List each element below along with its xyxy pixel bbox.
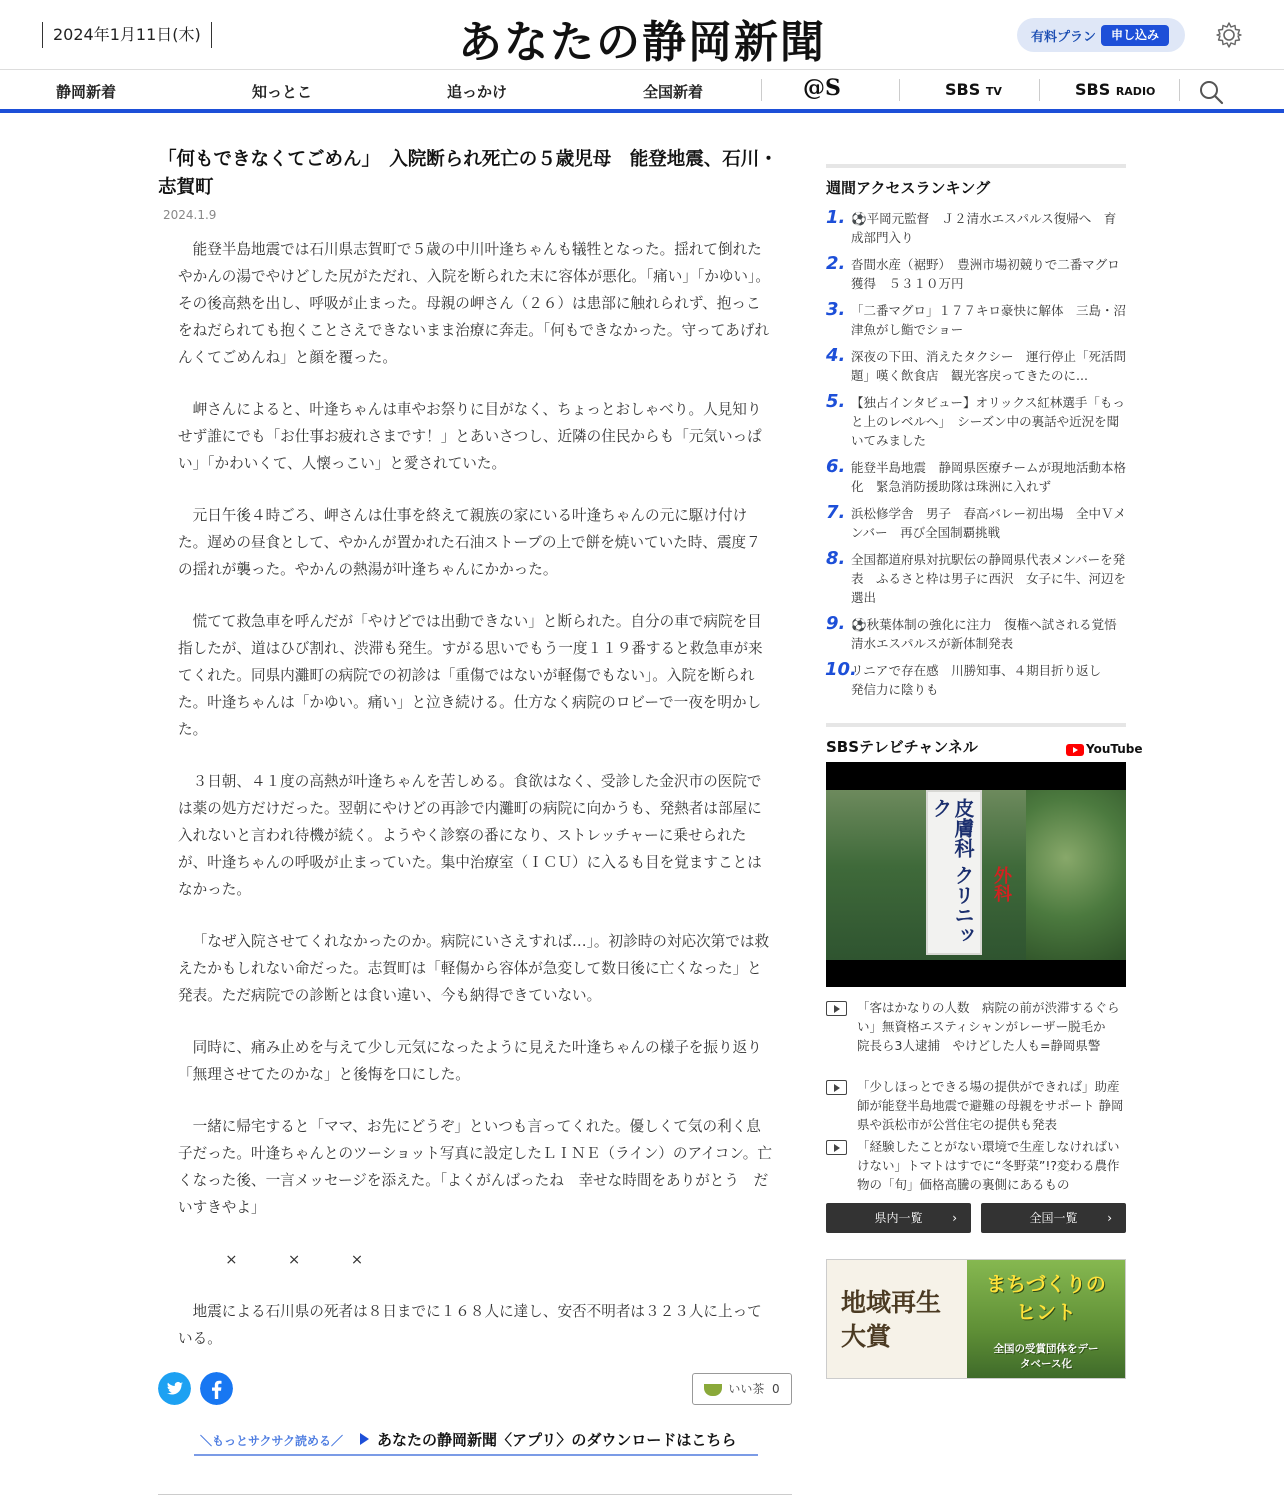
article-paragraph: 元日午後４時ごろ、岬さんは仕事を終えて親族の家にいる叶逢ちゃんの元に駆け付けた。遅めの昼食として、やかんが置かれた石油ストーブの上で餅を焼いていた時、震度７の揺れが襲った。やかんの熱湯が叶逢ちゃんにかかった。 <box>178 507 761 578</box>
clinic-sign-text: 皮膚科 クリニック <box>929 798 975 945</box>
rank-number: 2. <box>826 253 846 274</box>
nav-divider <box>1179 79 1180 101</box>
article-date: 2024.1.9 <box>163 208 217 222</box>
article-paragraph: 一緒に帰宅すると「ママ、お先にどうぞ」といつも言ってくれた。優しくて気の利く息子だった。叶逢ちゃんとのツーショット写真に設定したＬＩＮＥ（ライン）のアイコン。亡くなった後、一言メッセージを添えた。「よくがんばったね 幸せな時間をありがとう だいすきやよ」 <box>178 1118 772 1216</box>
rank-headline[interactable]: 能登半島地震 静岡県医療チームが現地活動本格化 緊急消防援助隊は珠洲に入れず <box>851 460 1127 494</box>
section-rule <box>826 164 1126 168</box>
video-play-icon <box>826 1080 847 1095</box>
sbs-radio-small: RADIO <box>1115 85 1156 98</box>
sbs-tv-label: SBS <box>945 80 981 99</box>
iicha-button[interactable] <box>692 1373 792 1405</box>
main-nav <box>0 71 1284 113</box>
video-player[interactable] <box>826 762 1126 987</box>
tv-video-title[interactable]: 「客はかなりの人数 病院の前が渋滞するぐらい」無資格エスティシャンがレーザー脱毛か 院長ら3人逮捕 やけどした人も=静岡県警 <box>857 1000 1120 1053</box>
top-header <box>0 0 1284 70</box>
nav-at-s[interactable]: @S <box>803 75 841 101</box>
iicha-label: いい茶 <box>728 1382 765 1396</box>
article-paragraph: 同時に、痛み止めを与えて少し元気になったように見えた叶逢ちゃんの様子を振り返り「無理させてたのかな」と後悔を口にした。 <box>178 1039 762 1083</box>
tree-foliage <box>1026 790 1126 960</box>
local-list-label: 県内一覧 <box>874 1211 923 1225</box>
rank-number: 4. <box>826 345 846 366</box>
chevron-right-icon: › <box>952 1211 957 1225</box>
twitter-icon[interactable] <box>158 1372 191 1405</box>
app-banner-label: あなたの静岡新聞〈アプリ〉のダウンロードはこちら <box>377 1431 737 1449</box>
article-separator: × × × <box>192 1251 382 1268</box>
sbs-radio-label: SBS <box>1075 80 1111 99</box>
article-paragraph: ３日朝、４１度の高熱が叶逢ちゃんを苦しめる。食欲はなく、受診した金沢市の医院では薬の処方だけだった。翌朝にやけどの再診で内灘町の病院に向かうも、発熱者は部屋に入れないと言われ待機が続く。ようやく診察の番になり、ストレッチャーに乗せられたが、叶逢ちゃんの呼吸が止まっていた。集中治療室（ＩＣＵ）に入るも目を覚ますことはなかった。 <box>178 773 762 898</box>
sbs-tv-small: TV <box>985 85 1002 98</box>
rank-number: 9. <box>826 613 846 634</box>
rank-number: 1. <box>826 207 846 228</box>
rank-headline[interactable]: 「二番マグロ」１７７キロ豪快に解体 三島・沼津魚がし鮨でショー <box>851 303 1127 337</box>
nav-shizuoka-new[interactable]: 静岡新着 <box>56 83 117 101</box>
rank-headline[interactable]: リニアで存在感 川勝知事、４期目折り返し 発信力に陰りも <box>851 663 1114 697</box>
app-banner-text <box>360 1429 736 1450</box>
ad-banner[interactable] <box>826 1259 1126 1379</box>
nav-divider <box>761 79 762 101</box>
rank-number: 6. <box>826 456 846 477</box>
rank-headline[interactable]: ⚽平岡元監督 Ｊ２清水エスパルス復帰へ 育成部門入り <box>851 211 1117 245</box>
nav-national-new[interactable]: 全国新着 <box>643 83 704 101</box>
tv-video-title[interactable]: 「経験したことがない環境で生産しなければいけない」トマトはすでに“冬野菜”!?変わる農作物の「旬」価格高騰の裏側にあるもの <box>857 1139 1120 1192</box>
tv-channel-title: SBSテレビチャンネル <box>826 738 978 756</box>
youtube-label: YouTube <box>1086 742 1143 756</box>
rank-headline[interactable]: 【独占インタビュー】オリックス紅林選手「もっと上のレベルへ」 シーズン中の裏話や近況を聞いてみました <box>851 395 1125 448</box>
local-list-button[interactable] <box>826 1203 971 1233</box>
app-banner-tagline: ＼もっとサクサク読める／ <box>200 1434 344 1448</box>
video-play-icon <box>826 1001 847 1016</box>
rank-headline[interactable]: 深夜の下田、消えたタクシー 運行停止「死活問題」嘆く飲食店 観光客戻ってきたのに... <box>851 349 1126 383</box>
rank-number: 8. <box>826 548 846 569</box>
paid-plan-banner[interactable] <box>1017 18 1185 52</box>
article-paragraph: 慌てて救急車を呼んだが「やけどでは出動できない」と断られた。自分の車で病院を目指したが、道はひび割れ、渋滞も発生。すがる思いでもう一度１１９番すると救急車が来てくれた。同県内灘町の病院での初診は「重傷ではないが軽傷でもない」。入院を断られた。叶逢ちゃんは「かゆい。痛い」と泣き続ける。仕方なく病院のロビーで一夜を明かした。 <box>178 613 763 738</box>
article-paragraph: 地震による石川県の死者は８日までに１６８人に達し、安否不明者は３２３人に上っている。 <box>178 1303 762 1347</box>
rank-headline[interactable]: 浜松修学舎 男子 春高バレー初出場 全中Ｖメンバー 再び全国制覇挑戦 <box>851 506 1127 540</box>
rank-number: 5. <box>826 391 846 412</box>
ad-subtitle: 全国の受賞団体をデータベース化 <box>993 1343 1099 1370</box>
rank-headline[interactable]: ⚽秋葉体制の強化に注力 復権へ試される覚悟 清水エスパルスが新体制発表 <box>851 617 1130 651</box>
nav-divider <box>899 79 900 101</box>
tea-cup-icon <box>704 1384 722 1396</box>
article-paragraph: 能登半島地震では石川県志賀町で５歳の中川叶逢ちゃんも犠牲となった。揺れて倒れたやかんの湯でやけどした尻がただれ、入院を断られた末に容体が悪化。「痛い」「かゆい」。その後高熱を出し、呼吸が止まった。母親の岬さん（２６）は患部に触れられず、抱っこをねだられても抱くことさえできないまま治療に奔走。「何もできなかった。守ってあげれんくてごめんね」と顔を覆った。 <box>178 241 770 366</box>
rank-number: 7. <box>826 502 846 523</box>
iicha-count: 0 <box>772 1382 780 1396</box>
video-play-icon <box>826 1140 847 1155</box>
tv-video-title[interactable]: 「少しほっとできる場の提供ができれば」助産師が能登半島地震で避難の母親をサポート 静岡県や浜松市が公営住宅の提供も発表 <box>857 1079 1124 1132</box>
clinic-sign-red-text: 外科 <box>991 866 1012 902</box>
ad-hint-title: まちづくりのヒント <box>986 1272 1106 1324</box>
section-rule <box>826 723 1126 727</box>
play-arrow-icon <box>360 1433 369 1445</box>
nav-sbs-tv[interactable] <box>945 80 1002 99</box>
ad-left-panel <box>827 1260 967 1378</box>
divider <box>158 1494 792 1495</box>
current-date: 2024年1月11日(木) <box>42 22 212 48</box>
plan-label: 有料プラン <box>1031 30 1097 45</box>
article-headline: 「何もできなくてごめん」 入院断られ死亡の５歳児母 能登地震、石川・志賀町 <box>158 149 778 198</box>
chevron-right-icon: › <box>1107 1211 1112 1225</box>
rank-headline[interactable]: 全国都道府県対抗駅伝の静岡県代表メンバーを発表 ふるさと枠は男子に西沢 女子に牛、河辺を選出 <box>851 552 1127 605</box>
youtube-icon <box>1066 744 1084 756</box>
site-logo[interactable]: あなたの静岡新聞 <box>458 17 826 68</box>
search-icon[interactable] <box>1198 79 1224 105</box>
facebook-icon[interactable] <box>200 1372 233 1405</box>
video-thumbnail <box>826 790 1126 960</box>
ad-right-panel <box>967 1260 1125 1378</box>
rank-headline[interactable]: 沓間水産（裾野） 豊洲市場初競りで二番マグロ獲得 ５３１０万円 <box>851 257 1120 291</box>
nav-shittoko[interactable]: 知っとこ <box>252 83 313 101</box>
gear-icon[interactable] <box>1214 20 1244 50</box>
app-download-link[interactable] <box>194 1428 758 1456</box>
rank-number: 3. <box>826 299 846 320</box>
nav-okkake[interactable]: 追っかけ <box>447 83 508 101</box>
ad-award-title: 地域再生大賞 <box>841 1288 942 1351</box>
national-list-label: 全国一覧 <box>1029 1211 1078 1225</box>
plan-signup-button[interactable]: 申し込み <box>1101 25 1169 46</box>
clinic-sign <box>926 790 982 955</box>
article-paragraph: 岬さんによると、叶逢ちゃんは車やお祭りに目がなく、ちょっとおしゃべり。人見知りせず誰にでも「お仕事お疲れさまです！」とあいさつし、近隣の住民からも「元気いっぱい」「かわいくて、人懐っこい」と愛されていた。 <box>178 401 762 472</box>
rank-number: 10. <box>825 659 857 680</box>
article-body <box>178 236 772 1377</box>
article-paragraph: 「なぜ入院させてくれなかったのか。病院にいさえすれば…」。初診時の対応次第では救えたかもしれない命だった。志賀町は「軽傷から容体が急変して数日後に亡くなった」と発表。ただ病院での診断とは食い違い、今も納得できていない。 <box>178 933 770 1004</box>
ranking-title: 週間アクセスランキング <box>826 179 991 197</box>
nav-divider <box>1039 79 1040 101</box>
youtube-logo <box>1066 742 1143 756</box>
national-list-button[interactable] <box>981 1203 1126 1233</box>
nav-sbs-radio[interactable] <box>1075 80 1155 99</box>
